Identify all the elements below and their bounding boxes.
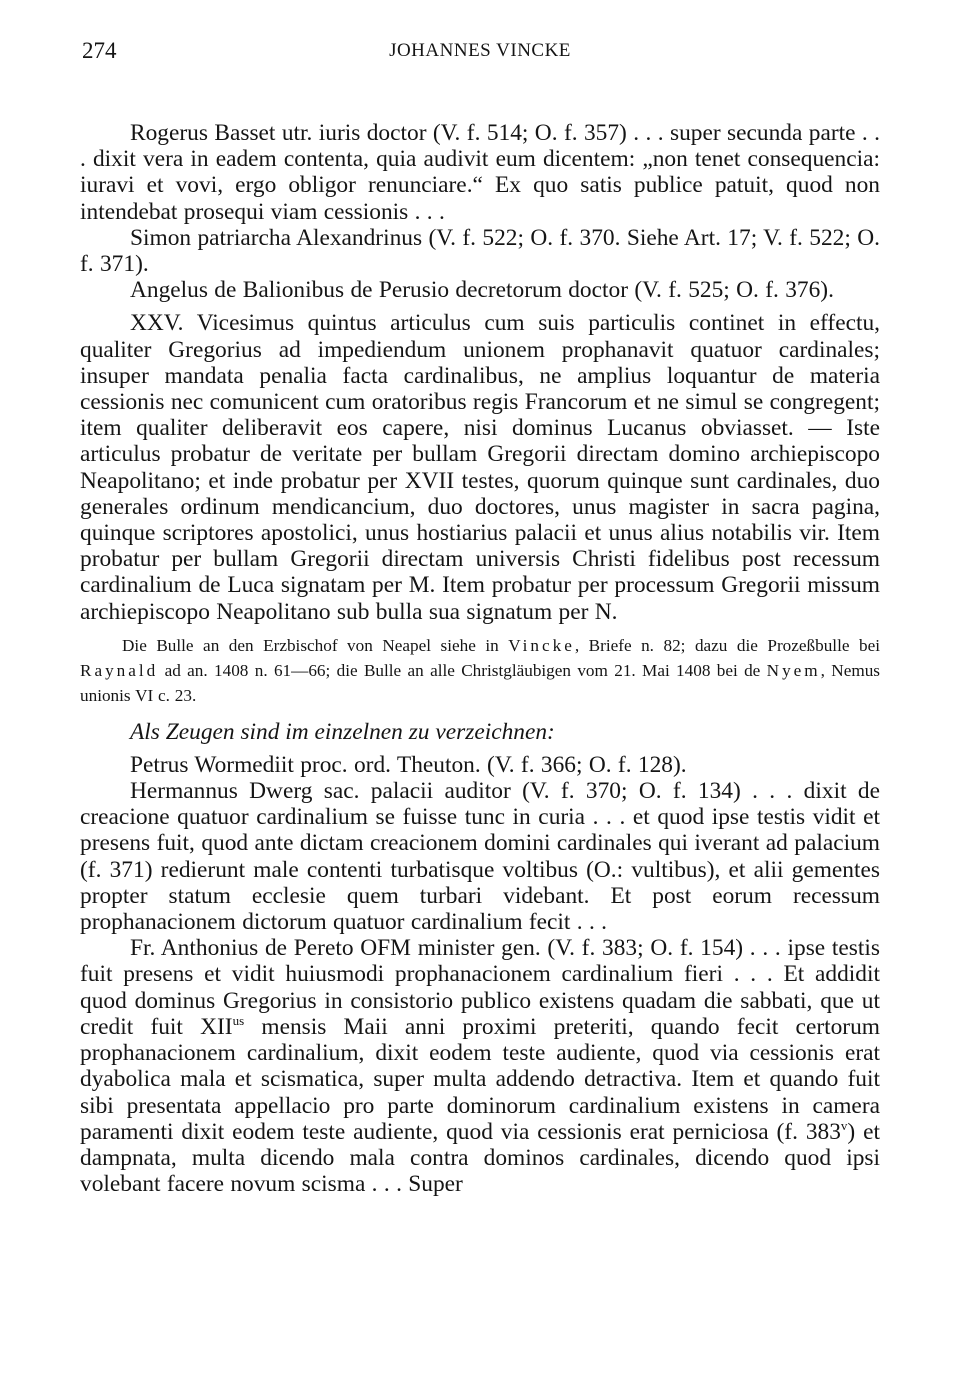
footnote xyxy=(80,633,880,708)
entry-simon: Simon patriarcha Alexandrinus (V. f. 522; O. f. 370. Siehe Art. 17; V. f. 522; O. f. 371). xyxy=(80,224,880,278)
witness-petrus: Petrus Wormediit proc. ord. Theuton. (V. f. 366; O. f. 128). xyxy=(130,751,687,778)
footnote-part-3: ad an. 1408 n. 61—66; die Bulle an alle Christgläubigen vom 21. Mai 1408 bei de xyxy=(158,660,767,680)
footnote-text xyxy=(80,633,880,708)
witness-hermannus: Hermannus Dwerg sac. palacii auditor (V. f. 370; O. f. 134) . . . dixit de creacione quatuor cardinalium se fuisse tunc in curia . . . et quod ipse testis vidit et presens fuit, quod ante dictam creacionem domini cardinales qui iverant ad palacium (f. 371) redierunt male contenti turbatisque voltibus (O.: vultibus), et alii gementes propter statum ecclesie quem turbari videbant. Et post eorum recessum prophanacionem dictorum quatuor cardinalium fecit . . . xyxy=(80,778,880,936)
main-text xyxy=(80,120,880,1197)
page-number: 274 xyxy=(82,38,117,63)
anthonius-superscript-us: us xyxy=(232,1013,245,1029)
footnote-part-2: , Briefe n. 82; dazu die Prozeßbulle bei xyxy=(574,635,880,655)
footnote-author-raynald: Raynald xyxy=(80,660,159,680)
footnote-part-4: , Nemus unionis VI c. 23. xyxy=(80,660,880,705)
witnesses-heading: Als Zeugen sind im einzelnen zu verzeichnen: xyxy=(130,718,555,745)
running-title: JOHANNES VINCKE xyxy=(389,40,571,61)
anthonius-text-3: ) et dampnata, multa dicendo mala contra dominos cardinales, dicendo quod ipsi volebant facere novum scisma . . . Super xyxy=(80,1118,880,1198)
article-xxv: XXV. Vicesimus quintus articulus cum suis particulis continet in effectu, qualiter Gregorius ad impediendum unionem prophanavit quatuor cardinales; insuper mandata penalia facta cardinalibus, ne amplius loquantur de materia cessionis nec comunicent cum oratoribus regis Francorum et ne simul se congregent; item qualiter deliberavit eos capere, nisi dominus Lucanus obviasset. — Iste articulus probatur de veritate per bullam Gregorii directam domino archiepiscopo Neapolitano; et inde probatur per XVII testes, quorum quinque sunt cardinales, duo generales ordinum mendicancium, duo doctores, unus magister in sacra pagina, quinque scriptores apostolici, unus hostiarius palacii et unus alius notabilis vir. Item probatur per bullam Gregorii directam universis Christi fidelibus post recessum cardinalium de Luca signatam per M. Item probatur per processum Gregorii missum archiepiscopo Neapolitano sub bulla sua signatum per N. xyxy=(80,310,880,625)
entry-angelus: Angelus de Balionibus de Perusio decretorum doctor (V. f. 525; O. f. 376). xyxy=(130,277,834,304)
anthonius-text-1: Fr. Anthonius de Pereto OFM minister gen. (V. f. 383; O. f. 154) . . . ipse testis fuit presens et vidit huiusmodi prophanacionem cardinalium fieri . . . Et addidit quod dominus Gregorius in consistorio publico existens quadam die sabbati, que ut credit fuit XII xyxy=(80,935,880,1040)
anthonius-superscript-v: v xyxy=(840,1117,848,1133)
page-header xyxy=(80,30,880,64)
entry-basset: Rogerus Basset utr. iuris doctor (V. f. 514; O. f. 357) . . . super secunda parte . . . dixit vera in eadem contenta, quia audivit eum dicentem: „non tenet consequencia: iuravi et vovi, ergo obligor renunciare.“ Ex quo satis publice patuit, quod non intendebat prosequi viam cessionis . . . xyxy=(80,120,880,225)
document-page xyxy=(80,30,880,1197)
witness-anthonius xyxy=(80,935,880,1197)
footnote-author-nyem: Nyem xyxy=(766,660,821,680)
footnote-part-1: Die Bulle an den Erzbischof von Neapel siehe in xyxy=(122,635,509,655)
footnote-author-vincke: Vincke xyxy=(508,635,575,655)
anthonius-text-2: mensis Maii anni proximi preteriti, quando fecit certorum prophanacionem cardinalium, dixit eodem teste audiente, quod via cessionis erat dyabolica mala et scismatica, super multa addendo detractiva. Item et quando fuit sibi presentata appellacio pro parte dominorum cardinalium existens in camera paramenti dixit eodem teste audiente, quod via cessionis erat perniciosa (f. 383 xyxy=(80,1013,880,1145)
